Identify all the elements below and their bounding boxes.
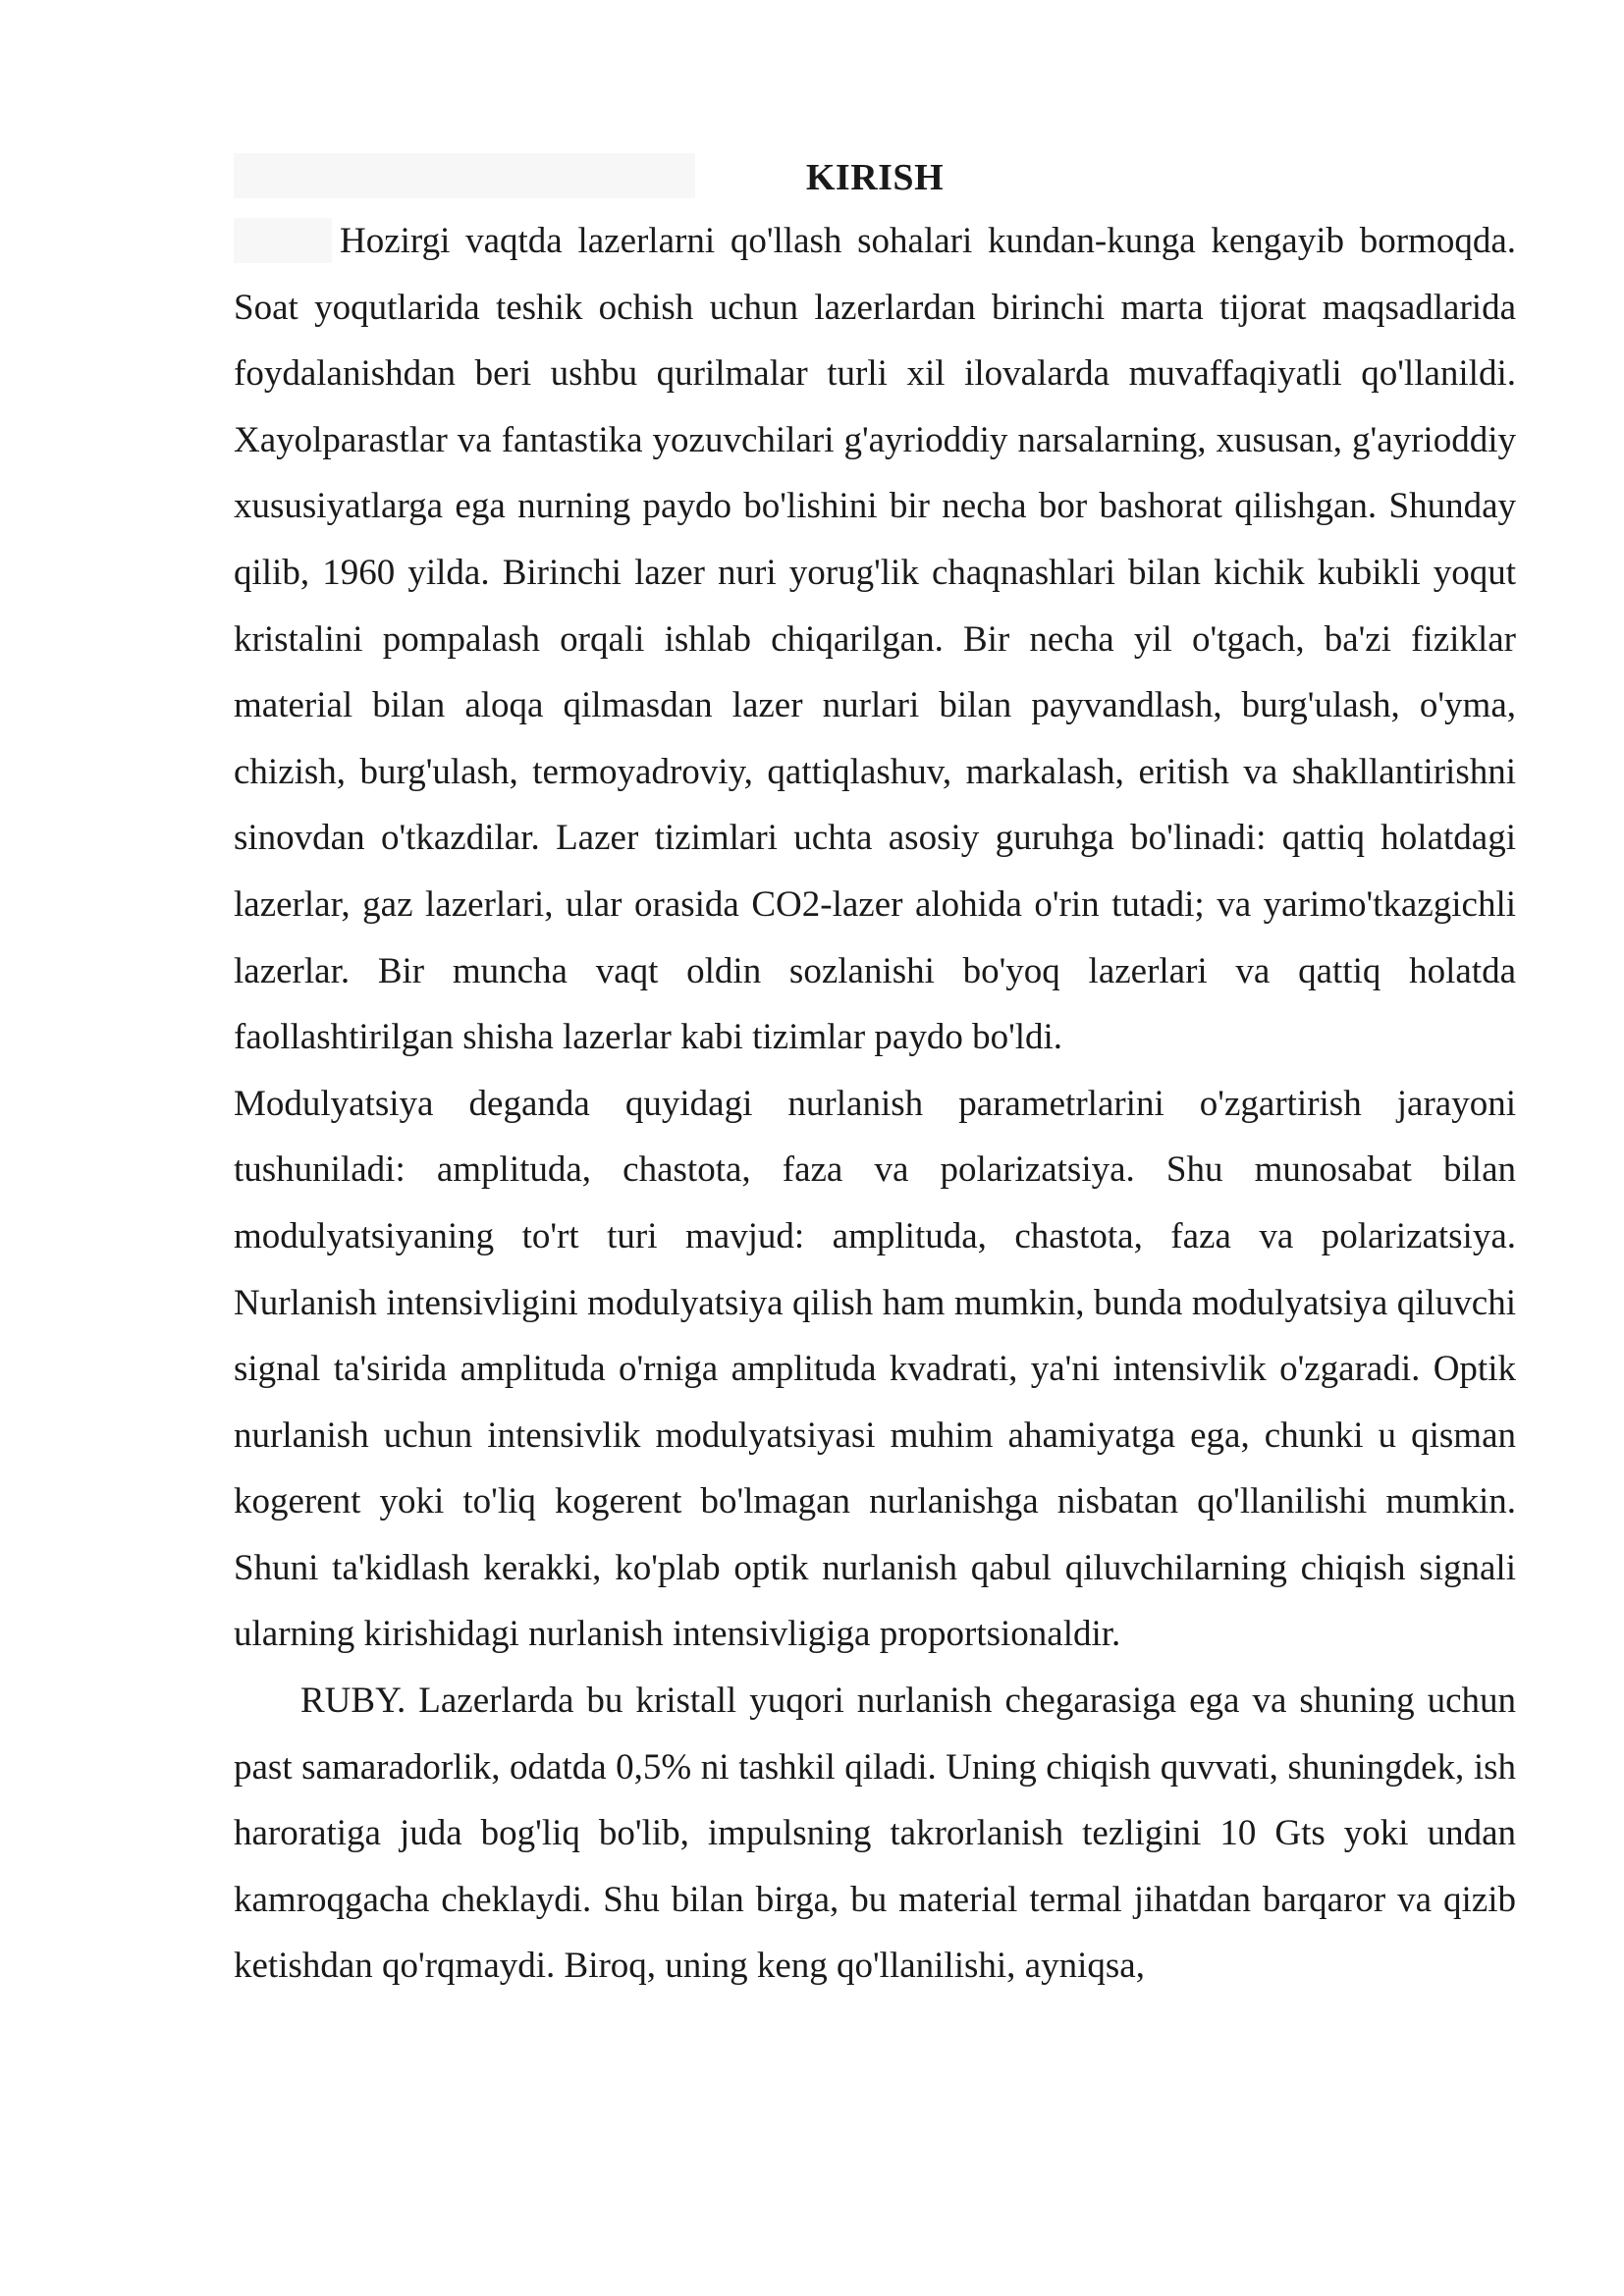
paragraph-intro: [234, 208, 1516, 1071]
page-title: KIRISH: [805, 157, 945, 198]
paragraph-ruby: RUBY. Lazerlarda bu kristall yuqori nurlanish chegarasiga ega va shuning uchun past samaradorlik, odatda 0,5% ni tashkil qiladi. Uning chiqish quvvati, shuningdek, ish haroratiga juda bog'liq bo'lib, impulsning takrorlanish tezligini 10 Gts yoki undan kamroqgacha cheklaydi. Shu bilan birga, bu material termal jihatdan barqaror va qizib ketishdan qo'rqmaydi. Biroq, uning keng qo'llanilishi, ayniqsa,: [234, 1681, 1516, 1987]
paragraph-intro-text: Hozirgi vaqtda lazerlarni qo'llash sohalari kundan-kunga kengayib bormoqda. Soat yoqutlarida teshik ochish uchun lazerlardan birinchi marta tijorat maqsadlarida foydalanishdan beri ushbu qurilmalar turli xil ilovalarda muvaffaqiyatli qo'llanildi. Xayolparastlar va fantastika yozuvchilari g'ayrioddiy narsalarning, xususan, g'ayrioddiy xususiyatlarga ega nurning paydo bo'lishini bir necha bor bashorat qilishgan. Shunday qilib, 1960 yilda. Birinchi lazer nuri yorug'lik chaqnashlari bilan kichik kubikli yoqut kristalini pompalash orqali ishlab chiqarilgan. Bir necha yil o'tgach, ba'zi fiziklar material bilan aloqa qilmasdan lazer nurlari bilan payvandlash, burg'ulash, o'yma, chizish, burg'ulash, termoyadroviy, qattiqlashuv, markalash, eritish va shakllantirishni sinovdan o'tkazdilar. Lazer tizimlari uchta asosiy guruhga bo'linadi: qattiq holatdagi lazerlar, gaz lazerlari, ular orasida CO2-lazer alohida o'rin tutadi; va yarimo'tkazgichli lazerlar. Bir muncha vaqt oldin sozlanishi bo'yoq lazerlari va qattiq holatda faollashtirilgan shisha lazerlar kabi tizimlar paydo bo'ldi.: [234, 221, 1516, 1058]
title-row: [234, 147, 1516, 208]
paragraph-modulation: Modulyatsiya deganda quyidagi nurlanish parametrlarini o'zgartirish jarayoni tushuniladi: amplituda, chastota, faza va polarizatsiya. Shu munosabat bilan modulyatsiyaning to'rt turi mavjud: amplituda, chastota, faza va polarizatsiya. Nurlanish intensivligini modulyatsiya qilish ham mumkin, bunda modulyatsiya qiluvchi signal ta'sirida amplituda o'rniga amplituda kvadrati, ya'ni intensivlik o'zgaradi. Optik nurlanish uchun intensivlik modulyatsiyasi muhim ahamiyatga ega, chunki u qisman kogerent yoki to'liq kogerent bo'lmagan nurlanishga nisbatan qo'llanilishi mumkin. Shuni ta'kidlash kerakki, ko'plab optik nurlanish qabul qiluvchilarning chiqish signali ularning kirishidagi nurlanish intensivligiga proportsionaldir.: [234, 1083, 1516, 1655]
document-body: [234, 147, 1516, 2000]
